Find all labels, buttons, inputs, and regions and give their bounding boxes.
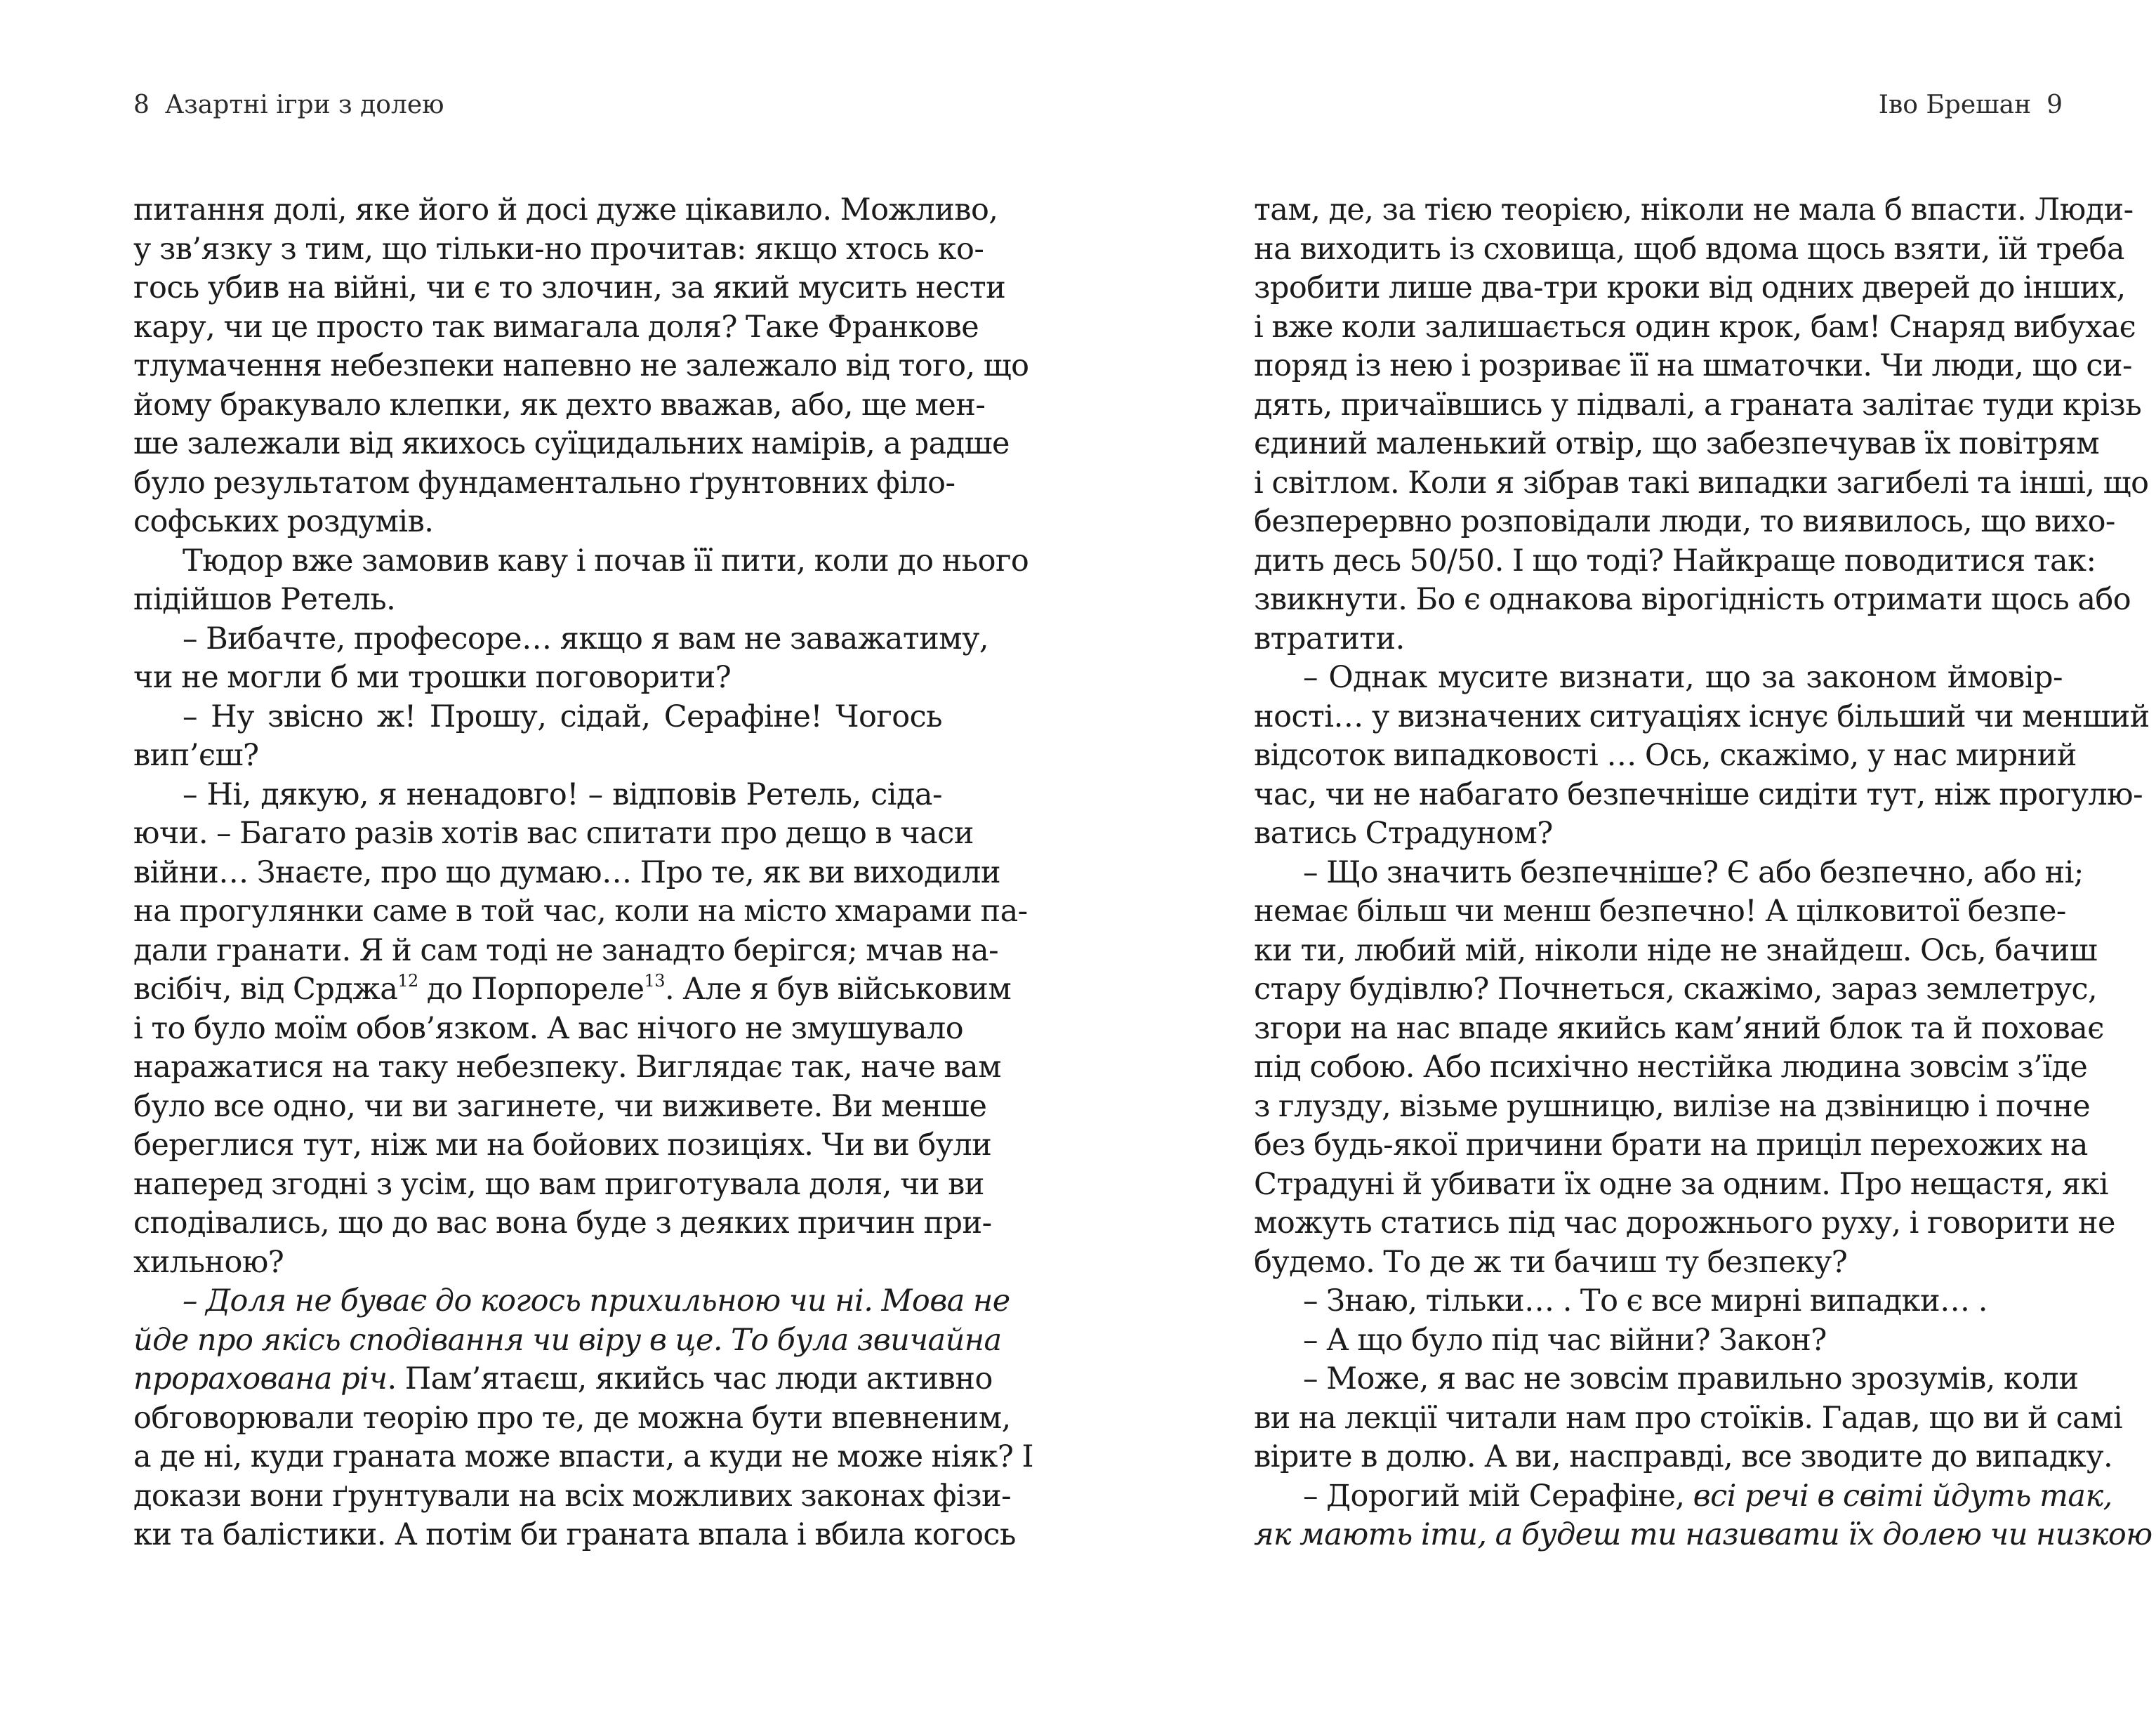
line-text: під собою. Або психічно нестійка людина зовсім з’їде [1254, 1050, 2088, 1085]
line-text: там, де, за тією теорією, ніколи не мала б впасти. Люди- [1254, 192, 2134, 227]
line-text: – Знаю, тільки… . То є все мирні випадки… . [1303, 1283, 1988, 1318]
line-text: Тюдор вже замовив каву і почав її пити, коли до нього [183, 543, 1029, 579]
footnote-marker: 12 [397, 971, 418, 991]
text-line [1254, 269, 2126, 308]
line-text: було результатом фундаментально ґрунтовних філо- [133, 465, 955, 501]
line-text: Страдуні й убивати їх одне за одним. Про нещастя, які [1254, 1166, 2109, 1202]
text-line [133, 542, 1029, 581]
text-line [1254, 970, 2098, 1010]
line-text: ки та балістики. А потім би граната впала і вбила когось [133, 1517, 1016, 1552]
line-text: . Пам’ятаєш, якийсь час люди активно [387, 1361, 993, 1396]
text-line [133, 1477, 1012, 1516]
text-line [133, 659, 942, 698]
text-line [133, 1088, 987, 1127]
line-text: – Вибачте, професоре… якщо я вам не заважатиму, [183, 621, 988, 656]
line-text: вірите в долю. А ви, насправді, все зводите до випадку. [1254, 1439, 2113, 1474]
running-title: Іво Брешан [1878, 91, 2032, 119]
footnote-marker: 13 [644, 971, 665, 991]
text-line [133, 425, 1010, 464]
italic-text: – Доля не буває до когось прихильною чи ні. Мова не [183, 1283, 1010, 1318]
text-line [1254, 230, 2124, 270]
line-text: дали гранати. Я й сам тоді не занадто берігся; мчав на- [133, 932, 999, 968]
line-text: всібіч, від Срджа [133, 972, 398, 1007]
text-line [1254, 581, 2131, 620]
line-text: втратити. [1254, 621, 1405, 656]
text-line [1254, 659, 2063, 698]
line-text: наражатися на таку небезпеку. Виглядає так, наче вам [133, 1050, 1001, 1085]
line-text: ви на лекції читали нам про стоїків. Гадав, що ви й самі [1254, 1400, 2123, 1436]
line-text: чи не могли б ми трошки поговорити? [133, 660, 732, 695]
line-text: тлумачення небезпеки напевно не залежало від того, що [133, 348, 1029, 383]
line-text: війни… Знаєте, про що думаю… Про те, як ви виходили [133, 854, 1001, 890]
line-text: поряд із нею і розриває її на шматочки. Чи люди, що си- [1254, 348, 2133, 383]
text-line [133, 1438, 1033, 1477]
text-line [133, 970, 1012, 1010]
line-text: звикнути. Бо є однакова вірогідність отримати щось або [1254, 582, 2131, 617]
text-line [133, 269, 1006, 308]
text-line [1254, 620, 2063, 659]
text-line [133, 347, 1029, 386]
text-line [133, 230, 984, 270]
line-text: час, чи не набагато безпечніше сидіти тут, ніж прогулю- [1254, 776, 2143, 812]
line-text: а де ні, куди граната може впасти, а куди не може ніяк? І [133, 1439, 1033, 1474]
line-text: і світлом. Коли я зібрав такі випадки загибелі та інші, що [1254, 465, 2149, 501]
running-head-left [133, 90, 444, 121]
line-text: підійшов Ретель. [133, 582, 396, 617]
text-line [133, 1282, 1010, 1321]
text-line [133, 932, 999, 971]
text-line [1254, 1282, 2063, 1321]
line-text: відсоток випадковості … Ось, скажімо, у нас мирний [1254, 738, 2077, 773]
text-line [1254, 1360, 2079, 1399]
text-line [133, 814, 974, 854]
line-text: питання долі, яке його й досі дуже цікавило. Можливо, [133, 192, 998, 227]
text-line [133, 386, 986, 425]
italic-text: всі речі в світі йдуть так, [1693, 1478, 2112, 1514]
text-line [1254, 1165, 2109, 1205]
line-text: хильною? [133, 1244, 284, 1280]
line-text: ше залежали від якихось суїцидальних намірів, а радше [133, 426, 1010, 461]
line-text: безперервно розповідали люди, то виявилось, що вихо- [1254, 504, 2115, 539]
line-text: дить десь 50/50. І що тоді? Найкраще поводитися так: [1254, 543, 2096, 579]
text-line [1254, 503, 2115, 542]
line-text: без будь-якої причини брати на приціл перехожих на [1254, 1128, 2088, 1163]
text-line [133, 464, 955, 503]
text-line [1254, 1010, 2104, 1049]
line-text: – Дорогий мій Серафіне, [1303, 1478, 1693, 1514]
line-text: було все одно, чи ви загинете, чи виживете. Ви менше [133, 1088, 987, 1124]
text-line [133, 1516, 1016, 1555]
line-text: ки ти, любий мій, ніколи ніде не знайдеш. Ось, бачиш [1254, 932, 2098, 968]
line-text: – А що було під час війни? Закон? [1303, 1322, 1827, 1358]
line-text: на прогулянки саме в той час, коли на місто хмарами па- [133, 894, 1028, 929]
body-text-right [1254, 191, 2152, 1555]
text-line [1254, 386, 2142, 425]
text-line [133, 1204, 992, 1243]
text-line [1254, 425, 2100, 464]
italic-text: йде про якісь сподівання чи віру в це. То була звичайна [133, 1322, 1002, 1358]
italic-text: прорахована річ [133, 1361, 388, 1396]
line-text: гось убив на війні, чи є то злочин, за який мусить нести [133, 270, 1006, 305]
text-line [1254, 1126, 2088, 1165]
text-line [1254, 1438, 2113, 1477]
text-line [133, 698, 942, 737]
line-text: – Однак мусите визнати, що за законом ймовір- [1303, 660, 2063, 695]
line-text: єдиний маленький отвір, що забезпечував їх повітрям [1254, 426, 2100, 461]
page-number: 9 [2046, 91, 2063, 119]
text-line [1254, 1243, 2063, 1283]
running-title: Азартні ігри з долею [164, 91, 444, 119]
line-text: – Може, я вас не зовсім правильно зрозумів, коли [1303, 1361, 2079, 1396]
text-line [133, 1360, 993, 1399]
line-text: ності… у визначених ситуаціях існує більший чи менший [1254, 699, 2150, 734]
line-text: дять, причаївшись у підвалі, а граната залітає туди крізь [1254, 387, 2142, 423]
line-text: – Ну звісно ж! Прошу, сідай, Серафіне! Чогось [183, 699, 942, 734]
text-line [133, 1010, 964, 1049]
text-line [1254, 892, 2066, 932]
line-text: до Порпореле [418, 972, 644, 1007]
line-text: згори на нас впаде якийсь кам’яний блок та й поховає [1254, 1010, 2104, 1046]
text-line [133, 308, 979, 348]
text-line [1254, 854, 2084, 893]
line-text: обговорювали теорію про те, де можна бути впевненим, [133, 1400, 1011, 1436]
line-text: кару, чи це просто так вимагала доля? Таке Франкове [133, 309, 979, 345]
text-line [133, 581, 942, 620]
line-text: сподівались, що до вас вона буде з деяких причин при- [133, 1205, 992, 1241]
line-text: ватись Страдуном? [1254, 816, 1553, 851]
text-line [1254, 542, 2096, 581]
text-line [133, 191, 998, 230]
line-text: – Ні, дякую, я ненадовго! – відповів Ретель, сіда- [183, 776, 942, 812]
text-line [1254, 698, 2150, 737]
text-line [133, 1399, 1011, 1439]
line-text: у зв’язку з тим, що тільки-но прочитав: якщо хтось ко- [133, 231, 984, 267]
line-text: зробити лише два-три кроки від одних дверей до інших, [1254, 270, 2126, 305]
line-text: . Але я був військовим [664, 972, 1012, 1007]
text-line [1254, 191, 2134, 230]
page-number: 8 [133, 91, 150, 119]
text-line [1254, 347, 2133, 386]
line-text: вип’єш? [133, 738, 259, 773]
body-text-left [133, 191, 1033, 1555]
text-line [1254, 1477, 2112, 1516]
text-line [1254, 1204, 2115, 1243]
text-line [1254, 1516, 2152, 1555]
line-text: йому бракувало клепки, як дехто вважав, або, ще мен- [133, 387, 986, 423]
right-page [1078, 0, 2156, 1725]
text-line [1254, 1399, 2123, 1439]
italic-text: як мають іти, а будеш ти називати їх долею чи низкою [1254, 1517, 2152, 1552]
line-text: софських роздумів. [133, 504, 434, 539]
text-line [1254, 464, 2149, 503]
running-head-right [1879, 90, 2063, 121]
text-line [133, 1048, 1001, 1088]
text-line [1254, 776, 2143, 815]
text-line [133, 503, 942, 542]
text-line [133, 620, 988, 659]
text-line [1254, 308, 2136, 348]
text-line [1254, 1048, 2088, 1088]
line-text: наперед згодні з усім, що вам приготувала доля, чи ви [133, 1166, 984, 1202]
line-text: немає більш чи менш безпечно! А цілковитої безпе- [1254, 894, 2066, 929]
line-text: з глузду, візьме рушницю, вилізе на дзвіницю і почне [1254, 1088, 2091, 1124]
text-line [133, 736, 942, 776]
text-line [1254, 1321, 2063, 1361]
line-text: і вже коли залишається один крок, бам! Снаряд вибухає [1254, 309, 2136, 345]
text-line [133, 854, 1001, 893]
line-text: ючи. – Багато разів хотів вас спитати про дещо в часи [133, 816, 974, 851]
text-line [133, 1321, 1002, 1361]
text-line [133, 1126, 992, 1165]
text-line [1254, 1088, 2091, 1127]
text-line [133, 776, 942, 815]
line-text: докази вони ґрунтували на всіх можливих законах фізи- [133, 1478, 1012, 1514]
text-line [1254, 814, 2063, 854]
line-text: береглися тут, ніж ми на бойових позиціях. Чи ви були [133, 1128, 992, 1163]
line-text: – Що значить безпечніше? Є або безпечно, або ні; [1303, 854, 2084, 890]
line-text: будемо. То де ж ти бачиш ту безпеку? [1254, 1244, 1848, 1280]
line-text: стару будівлю? Почнеться, скажімо, зараз землетрус, [1254, 972, 2098, 1007]
text-line [1254, 932, 2098, 971]
line-text: на виходить із сховища, щоб вдома щось взяти, їй треба [1254, 231, 2124, 267]
text-line [133, 1243, 942, 1283]
text-line [133, 892, 1028, 932]
text-line [1254, 736, 2077, 776]
text-line [133, 1165, 984, 1205]
line-text: і то було моїм обов’язком. А вас нічого не змушувало [133, 1010, 964, 1046]
line-text: можуть статись під час дорожнього руху, і говорити не [1254, 1205, 2115, 1241]
